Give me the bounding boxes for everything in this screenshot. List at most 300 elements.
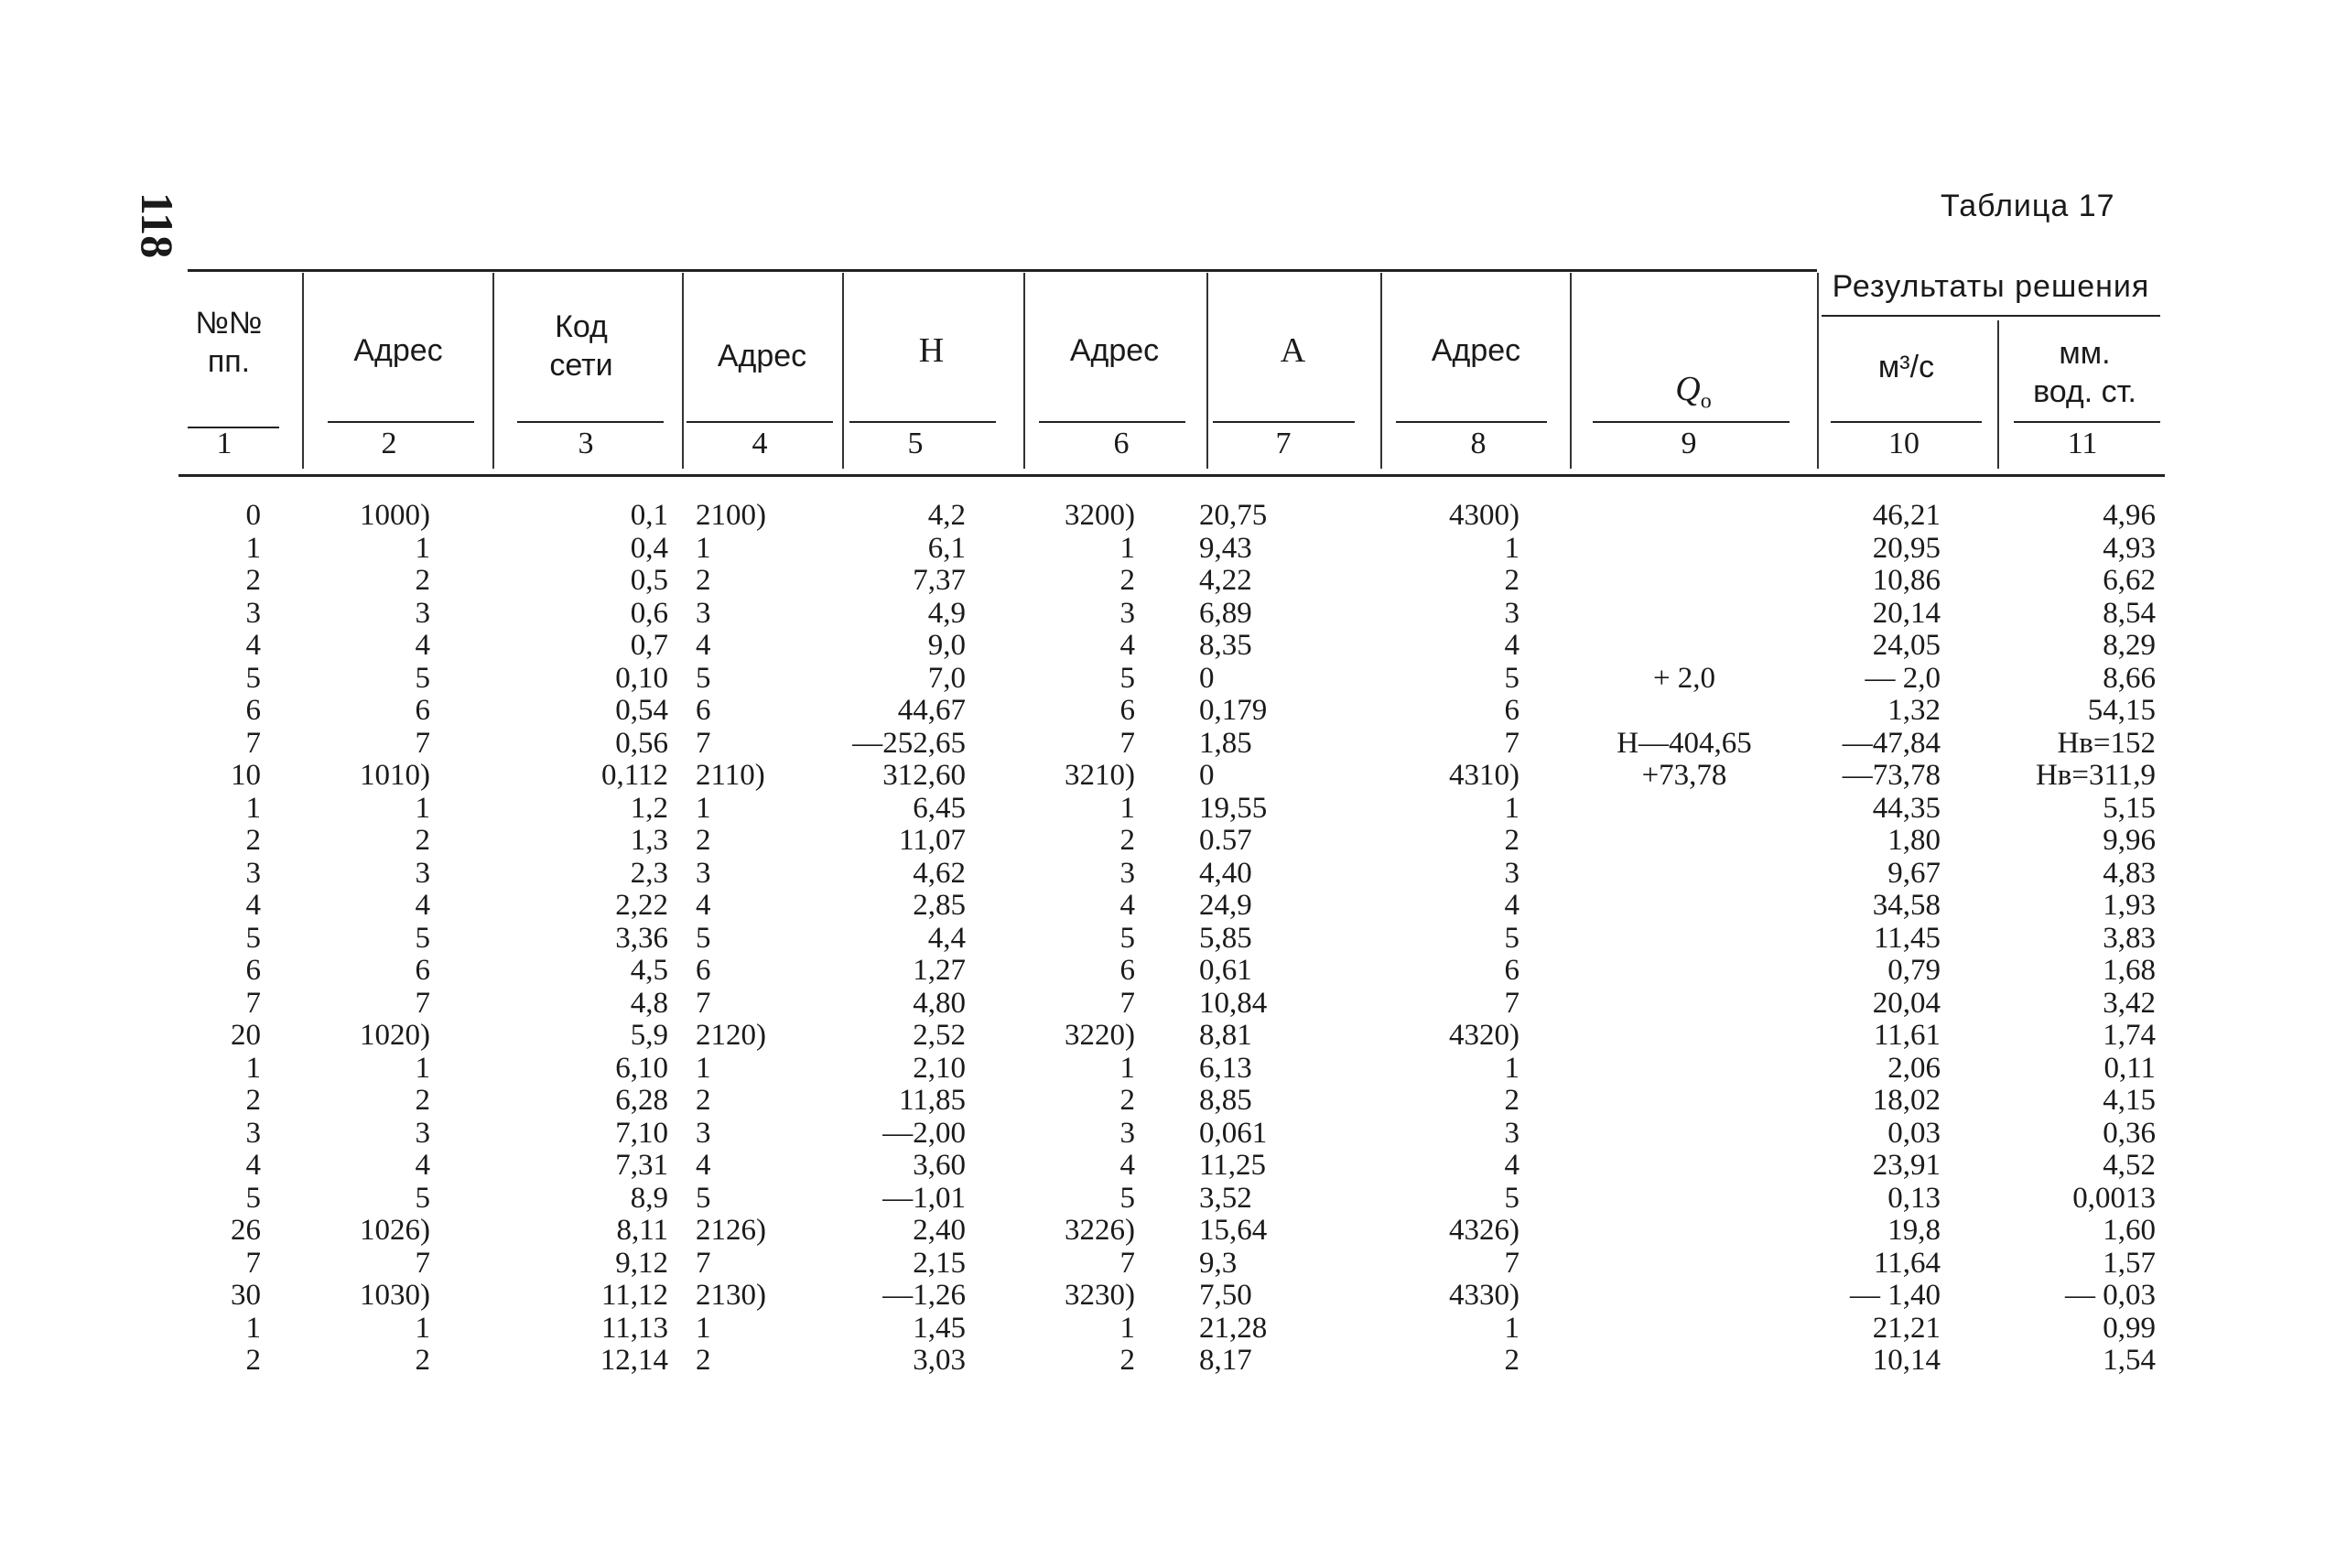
cell-col8: 4 — [1504, 889, 1519, 922]
cell-col4: 4 — [696, 629, 711, 662]
cell-col11: 1,74 — [2103, 1019, 2156, 1052]
cell-col5: 4,62 — [913, 856, 966, 890]
cell-col7: 15,64 — [1199, 1214, 1268, 1247]
table-row — [0, 533, 2325, 566]
cell-col3: 0,1 — [630, 499, 668, 532]
cell-col8: 4326) — [1449, 1214, 1519, 1247]
cell-col5: 7,37 — [913, 564, 966, 597]
cell-col4: 6 — [696, 694, 711, 727]
cell-col5: 6,45 — [913, 791, 966, 825]
cell-col8: 1 — [1504, 1311, 1519, 1345]
cell-col9 — [1574, 1020, 1794, 1053]
cell-col9 — [1574, 955, 1794, 988]
table-row — [0, 1020, 2325, 1053]
cell-col5: 4,9 — [927, 596, 966, 630]
cell-col7: 4,22 — [1199, 564, 1252, 597]
cell-col10: 20,04 — [1872, 986, 1941, 1020]
cell-col9 — [1574, 890, 1794, 923]
cell-col7: 8,17 — [1199, 1344, 1252, 1377]
cell-col4: 7 — [696, 1246, 711, 1280]
header-bottom-rule — [178, 474, 2165, 477]
cell-col5: —1,26 — [882, 1279, 966, 1312]
cell-col1: 3 — [245, 596, 261, 630]
cell-col10: 0,13 — [1887, 1181, 1941, 1215]
cell-col10: 23,91 — [1872, 1149, 1941, 1182]
cell-col5: 2,15 — [913, 1246, 966, 1280]
cell-col10: 0,79 — [1887, 954, 1941, 987]
cell-col7: 8,35 — [1199, 629, 1252, 662]
cell-col4: 6 — [696, 954, 711, 987]
cell-col3: 0,54 — [615, 694, 668, 727]
cell-col2: 2 — [415, 1344, 430, 1377]
cell-col1: 5 — [245, 1181, 261, 1215]
cell-col3: 7,31 — [615, 1149, 668, 1182]
cell-col4: 4 — [696, 1149, 711, 1182]
cell-col11: 1,60 — [2103, 1214, 2156, 1247]
cell-col10: 46,21 — [1872, 499, 1941, 532]
column-number: 11 — [2067, 427, 2098, 460]
cell-col4: 2 — [696, 824, 711, 857]
cell-col7: 5,85 — [1199, 921, 1252, 955]
table-row — [0, 890, 2325, 923]
cell-col1: 2 — [245, 824, 261, 857]
cell-col7: 7,50 — [1199, 1279, 1252, 1312]
table-row — [0, 1215, 2325, 1248]
cell-col3: 8,9 — [630, 1181, 668, 1215]
header-subrule — [849, 421, 996, 423]
cell-col9 — [1574, 1183, 1794, 1216]
cell-col6: 3200) — [1065, 499, 1135, 532]
cell-col2: 3 — [415, 856, 430, 890]
cell-col2: 6 — [415, 954, 430, 987]
cell-col5: 1,27 — [913, 954, 966, 987]
cell-col8: 4300) — [1449, 499, 1519, 532]
header-top-rule — [188, 269, 1817, 272]
table-row — [0, 1313, 2325, 1346]
cell-col4: 5 — [696, 921, 711, 955]
cell-col1: 1 — [245, 531, 261, 565]
cell-col3: 12,14 — [600, 1344, 668, 1377]
cell-col1: 6 — [245, 954, 261, 987]
cell-col2: 1000) — [360, 499, 430, 532]
cell-col3: 8,11 — [616, 1214, 668, 1247]
cell-col11: 1,68 — [2103, 954, 2156, 987]
col-separator — [1997, 320, 1999, 469]
cell-col10: 10,14 — [1872, 1344, 1941, 1377]
header-col9-subscript: о — [1700, 389, 1712, 414]
header-subrule — [517, 421, 664, 423]
cell-col11: — 0,03 — [2065, 1279, 2156, 1312]
cell-col5: 4,2 — [927, 499, 966, 532]
cell-col10: — 2,0 — [1865, 661, 1941, 695]
cell-col6: 3220) — [1065, 1019, 1135, 1052]
cell-col4: 5 — [696, 1181, 711, 1215]
cell-col10: 21,21 — [1872, 1311, 1941, 1345]
header-col8: Адрес — [1431, 333, 1521, 368]
cell-col6: 5 — [1119, 661, 1135, 695]
cell-col4: 2130) — [696, 1279, 766, 1312]
col-separator — [682, 273, 684, 469]
cell-col2: 4 — [415, 889, 430, 922]
cell-col3: 3,36 — [615, 921, 668, 955]
cell-col9: H—404,65 — [1617, 726, 1752, 760]
cell-col2: 1026) — [360, 1214, 430, 1247]
header-subrule — [2014, 421, 2160, 423]
cell-col9 — [1574, 825, 1794, 858]
cell-col9 — [1574, 1053, 1794, 1086]
cell-col8: 1 — [1504, 1051, 1519, 1085]
cell-col4: 1 — [696, 1051, 711, 1085]
cell-col6: 7 — [1119, 726, 1135, 760]
cell-col4: 1 — [696, 791, 711, 825]
cell-col3: 4,8 — [630, 986, 668, 1020]
page-number: 118 — [132, 192, 183, 259]
cell-col4: 2110) — [696, 759, 765, 792]
cell-col2: 1 — [415, 791, 430, 825]
cell-col10: 11,61 — [1873, 1019, 1941, 1052]
header-subrule — [1831, 421, 1982, 423]
results-group-rule — [1822, 315, 2160, 317]
cell-col8: 7 — [1504, 1246, 1519, 1280]
cell-col11: 4,15 — [2103, 1084, 2156, 1117]
cell-col10: 11,64 — [1873, 1246, 1941, 1280]
cell-col11: 9,96 — [2103, 824, 2156, 857]
cell-col1: 4 — [245, 889, 261, 922]
header-subrule — [328, 421, 474, 423]
cell-col4: 7 — [696, 986, 711, 1020]
cell-col7: 4,40 — [1199, 856, 1252, 890]
cell-col10: 1,32 — [1887, 694, 1941, 727]
cell-col11: 4,93 — [2103, 531, 2156, 565]
cell-col11: 4,83 — [2103, 856, 2156, 890]
cell-col7: 11,25 — [1199, 1149, 1267, 1182]
cell-col6: 2 — [1119, 1084, 1135, 1117]
table-row — [0, 1085, 2325, 1118]
cell-col3: 2,3 — [630, 856, 668, 890]
cell-col3: 0,5 — [630, 564, 668, 597]
header-col9 — [1574, 331, 1812, 421]
table-row — [0, 858, 2325, 891]
cell-col3: 6,10 — [615, 1051, 668, 1085]
header-col1: №№ пп. — [195, 306, 263, 379]
cell-col10: 20,95 — [1872, 531, 1941, 565]
cell-col6: 1 — [1119, 1311, 1135, 1345]
cell-col9 — [1574, 533, 1794, 566]
cell-col4: 1 — [696, 1311, 711, 1345]
table-row — [0, 923, 2325, 956]
cell-col9 — [1574, 1280, 1794, 1313]
cell-col2: 1 — [415, 531, 430, 565]
cell-col11: 8,66 — [2103, 661, 2156, 695]
cell-col7: 0,61 — [1199, 954, 1252, 987]
cell-col6: 3 — [1119, 856, 1135, 890]
cell-col4: 2 — [696, 1084, 711, 1117]
cell-col6: 4 — [1119, 889, 1135, 922]
cell-col1: 30 — [231, 1279, 261, 1312]
cell-col7: 6,89 — [1199, 596, 1252, 630]
cell-col8: 1 — [1504, 791, 1519, 825]
cell-col3: 0,4 — [630, 531, 668, 565]
table-row — [0, 695, 2325, 728]
cell-col1: 5 — [245, 921, 261, 955]
cell-col9 — [1574, 858, 1794, 891]
cell-col3: 9,12 — [615, 1246, 668, 1280]
cell-col6: 1 — [1119, 531, 1135, 565]
cell-col6: 5 — [1119, 1181, 1135, 1215]
cell-col8: 2 — [1504, 564, 1519, 597]
table-row — [0, 663, 2325, 696]
cell-col8: 5 — [1504, 661, 1519, 695]
cell-col1: 7 — [245, 986, 261, 1020]
cell-col9: + 2,0 — [1652, 661, 1716, 695]
cell-col7: 0.57 — [1199, 824, 1252, 857]
cell-col1: 1 — [245, 1051, 261, 1085]
cell-col10: —47,84 — [1842, 726, 1941, 760]
header-col6: Адрес — [1069, 333, 1160, 368]
cell-col5: 11,85 — [898, 1084, 966, 1117]
cell-col11: 8,29 — [2103, 629, 2156, 662]
cell-col3: 0,10 — [615, 661, 668, 695]
table-row — [0, 1248, 2325, 1281]
cell-col5: 6,1 — [927, 531, 966, 565]
cell-col8: 5 — [1504, 1181, 1519, 1215]
cell-col1: 4 — [245, 629, 261, 662]
cell-col9 — [1574, 565, 1794, 598]
column-number: 7 — [1275, 427, 1292, 460]
cell-col3: 2,22 — [615, 889, 668, 922]
cell-col7: 8,85 — [1199, 1084, 1252, 1117]
cell-col6: 3 — [1119, 1116, 1135, 1150]
cell-col7: 6,13 — [1199, 1051, 1252, 1085]
header-col2: Адрес — [353, 333, 443, 368]
header-col10: м³/с — [1877, 350, 1935, 384]
cell-col11: 4,52 — [2103, 1149, 2156, 1182]
cell-col6: 5 — [1119, 921, 1135, 955]
cell-col8: 2 — [1504, 1344, 1519, 1377]
cell-col2: 1 — [415, 1051, 430, 1085]
cell-col3: 0,6 — [630, 596, 668, 630]
cell-col11: 1,54 — [2103, 1344, 2156, 1377]
cell-col8: 3 — [1504, 1116, 1519, 1150]
cell-col6: 2 — [1119, 824, 1135, 857]
cell-col6: 6 — [1119, 954, 1135, 987]
table-row — [0, 630, 2325, 663]
col-separator — [842, 273, 844, 469]
table-row — [0, 500, 2325, 533]
column-number: 5 — [907, 427, 924, 460]
cell-col9 — [1574, 1118, 1794, 1151]
cell-col8: 2 — [1504, 824, 1519, 857]
cell-col8: 1 — [1504, 531, 1519, 565]
table-row — [0, 598, 2325, 631]
cell-col8: 3 — [1504, 596, 1519, 630]
cell-col9 — [1574, 1313, 1794, 1346]
cell-col7: 0,061 — [1199, 1116, 1268, 1150]
cell-col7: 8,81 — [1199, 1019, 1252, 1052]
cell-col6: 3230) — [1065, 1279, 1135, 1312]
cell-col5: 11,07 — [898, 824, 966, 857]
header-subrule — [687, 421, 833, 423]
cell-col6: 4 — [1119, 1149, 1135, 1182]
cell-col1: 7 — [245, 726, 261, 760]
cell-col2: 3 — [415, 596, 430, 630]
cell-col1: 0 — [245, 499, 261, 532]
cell-col3: 7,10 — [615, 1116, 668, 1150]
cell-col11: 8,54 — [2103, 596, 2156, 630]
table-title: Таблица 17 — [1941, 189, 2115, 223]
cell-col3: 11,13 — [600, 1311, 668, 1345]
cell-col11: Hв=311,9 — [2035, 759, 2156, 792]
cell-col2: 1020) — [360, 1019, 430, 1052]
cell-col3: 5,9 — [630, 1019, 668, 1052]
cell-col9 — [1574, 793, 1794, 826]
header-col7: A — [1280, 331, 1306, 370]
cell-col1: 1 — [245, 1311, 261, 1345]
cell-col2: 4 — [415, 629, 430, 662]
header-col11: мм. вод. ст. — [2033, 336, 2136, 409]
cell-col2: 7 — [415, 986, 430, 1020]
cell-col7: 9,3 — [1199, 1246, 1238, 1280]
cell-col5: 312,60 — [882, 759, 966, 792]
header-subrule — [1396, 421, 1547, 423]
cell-col2: 5 — [415, 661, 430, 695]
column-number: 3 — [578, 427, 594, 460]
col-separator — [1570, 273, 1572, 469]
cell-col9 — [1574, 1248, 1794, 1281]
cell-col7: 0,179 — [1199, 694, 1268, 727]
cell-col4: 2 — [696, 1344, 711, 1377]
header-col4: Адрес — [717, 339, 807, 373]
cell-col10: — 1,40 — [1850, 1279, 1941, 1312]
cell-col5: —1,01 — [882, 1181, 966, 1215]
cell-col6: 1 — [1119, 791, 1135, 825]
cell-col6: 3210) — [1065, 759, 1135, 792]
cell-col4: 2120) — [696, 1019, 766, 1052]
table-row — [0, 1183, 2325, 1216]
cell-col7: 0 — [1199, 661, 1215, 695]
cell-col1: 3 — [245, 856, 261, 890]
cell-col1: 20 — [231, 1019, 261, 1052]
cell-col8: 3 — [1504, 856, 1519, 890]
cell-col8: 6 — [1504, 694, 1519, 727]
table-row — [0, 1280, 2325, 1313]
cell-col7: 3,52 — [1199, 1181, 1252, 1215]
cell-col9 — [1574, 500, 1794, 533]
column-number: 2 — [381, 427, 397, 460]
cell-col2: 2 — [415, 824, 430, 857]
table-row — [0, 728, 2325, 761]
cell-col6: 3 — [1119, 596, 1135, 630]
cell-col9 — [1574, 923, 1794, 956]
cell-col6: 2 — [1119, 1344, 1135, 1377]
column-number: 8 — [1470, 427, 1487, 460]
table-row — [0, 793, 2325, 826]
cell-col10: 20,14 — [1872, 596, 1941, 630]
cell-col11: 5,15 — [2103, 791, 2156, 825]
cell-col1: 4 — [245, 1149, 261, 1182]
cell-col8: 7 — [1504, 986, 1519, 1020]
cell-col6: 7 — [1119, 1246, 1135, 1280]
cell-col10: —73,78 — [1842, 759, 1941, 792]
column-number: 1 — [216, 427, 232, 460]
cell-col6: 1 — [1119, 1051, 1135, 1085]
cell-col4: 2126) — [696, 1214, 766, 1247]
cell-col1: 5 — [245, 661, 261, 695]
cell-col3: 0,112 — [600, 759, 668, 792]
cell-col4: 5 — [696, 661, 711, 695]
cell-col2: 7 — [415, 726, 430, 760]
cell-col10: 24,05 — [1872, 629, 1941, 662]
header-subrule — [1213, 421, 1355, 423]
cell-col3: 0,56 — [615, 726, 668, 760]
cell-col9: +73,78 — [1641, 759, 1727, 792]
cell-col5: —2,00 — [882, 1116, 966, 1150]
cell-col9 — [1574, 695, 1794, 728]
table-row — [0, 565, 2325, 598]
cell-col5: 44,67 — [897, 694, 966, 727]
cell-col5: 4,80 — [913, 986, 966, 1020]
cell-col11: 4,96 — [2103, 499, 2156, 532]
column-number: 10 — [1888, 427, 1919, 460]
cell-col11: 1,57 — [2103, 1246, 2156, 1280]
cell-col3: 4,5 — [630, 954, 668, 987]
cell-col11: 0,11 — [2103, 1051, 2156, 1085]
cell-col4: 4 — [696, 889, 711, 922]
cell-col7: 24,9 — [1199, 889, 1252, 922]
cell-col10: 11,45 — [1873, 921, 1941, 955]
cell-col1: 6 — [245, 694, 261, 727]
cell-col10: 0,03 — [1887, 1116, 1941, 1150]
cell-col4: 2100) — [696, 499, 766, 532]
cell-col9 — [1574, 1345, 1794, 1378]
table-row — [0, 988, 2325, 1021]
cell-col8: 4 — [1504, 1149, 1519, 1182]
cell-col4: 3 — [696, 856, 711, 890]
header-subrule — [1593, 421, 1790, 423]
cell-col10: 34,58 — [1872, 889, 1941, 922]
header-col9-symbol: Q — [1675, 370, 1701, 408]
cell-col3: 11,12 — [600, 1279, 668, 1312]
cell-col10: 18,02 — [1872, 1084, 1941, 1117]
cell-col2: 5 — [415, 921, 430, 955]
table-row — [0, 955, 2325, 988]
cell-col1: 26 — [231, 1214, 261, 1247]
cell-col5: 3,03 — [913, 1344, 966, 1377]
cell-col4: 3 — [696, 596, 711, 630]
cell-col3: 1,2 — [630, 791, 668, 825]
header-subrule — [1039, 421, 1185, 423]
cell-col8: 5 — [1504, 921, 1519, 955]
table-row — [0, 825, 2325, 858]
cell-col1: 3 — [245, 1116, 261, 1150]
table-row — [0, 1345, 2325, 1378]
cell-col7: 0 — [1199, 759, 1215, 792]
cell-col8: 7 — [1504, 726, 1519, 760]
cell-col7: 20,75 — [1199, 499, 1268, 532]
cell-col10: 1,80 — [1887, 824, 1941, 857]
cell-col1: 2 — [245, 1084, 261, 1117]
cell-col1: 10 — [231, 759, 261, 792]
table-row — [0, 1053, 2325, 1086]
cell-col4: 7 — [696, 726, 711, 760]
cell-col5: 3,60 — [913, 1149, 966, 1182]
cell-col2: 1010) — [360, 759, 430, 792]
table-row — [0, 1150, 2325, 1183]
cell-col4: 2 — [696, 564, 711, 597]
cell-col11: 54,15 — [2087, 694, 2156, 727]
cell-col9 — [1574, 1085, 1794, 1118]
col-separator — [1206, 273, 1208, 469]
